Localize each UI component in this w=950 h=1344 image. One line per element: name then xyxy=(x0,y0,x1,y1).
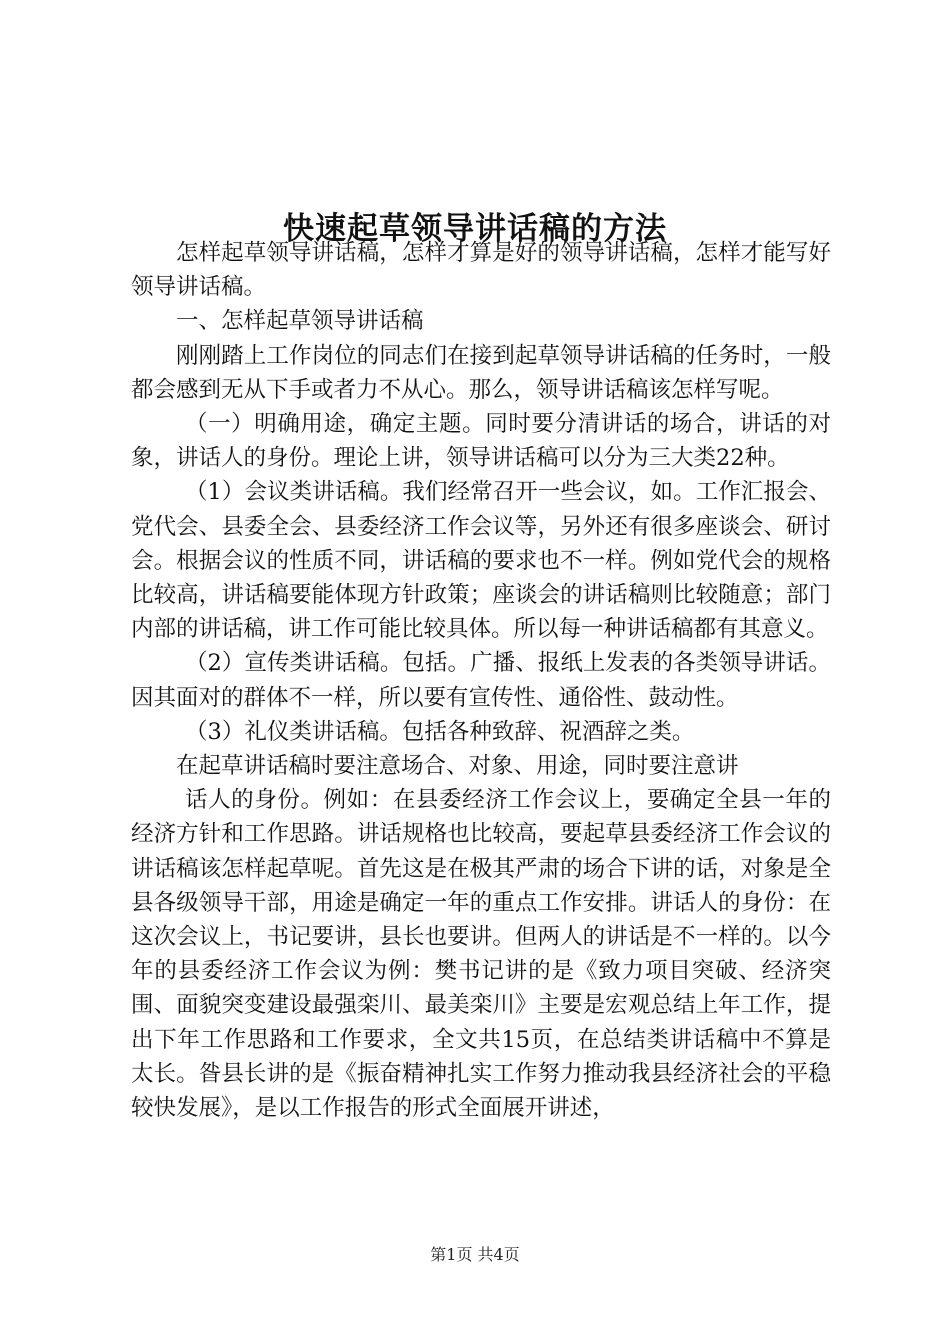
paragraph-publicity-speech: （2）宣传类讲话稿。包括。广播、报纸上发表的各类领导讲话。因其面对的群体不一样，所以要有宣传性、通俗性、鼓动性。 xyxy=(131,650,831,711)
paragraph-ceremony-speech: （3）礼仪类讲话稿。包括各种致辞、祝酒辞之类。 xyxy=(185,718,695,745)
paragraph-meeting-speech: （1）会议类讲话稿。我们经常召开一些会议，如。工作汇报会、党代会、县委全会、县委经济工作会议等，另外还有很多座谈会、研讨会。根据会议的性质不同，讲话稿的要求也不一样。例如党代会的规格比较高，讲话稿要能体现方针政策；座谈会的讲话稿则比较随意；部门内部的讲话稿，讲工作可能比较具体。所以每一种讲话稿都有其意义。 xyxy=(131,479,831,643)
paragraph-drafting-note: 在起草讲话稿时要注意场合、对象、用途，同时要注意讲 xyxy=(176,753,739,780)
paragraph-point-one: （一）明确用途，确定主题。同时要分清讲话的场合，讲话的对象，讲话人的身份。理论上讲，领导讲话稿可以分为三大类22种。 xyxy=(131,411,831,472)
document-body xyxy=(131,236,831,1125)
paragraph-intro: 怎样起草领导讲话稿，怎样才算是好的领导讲话稿，怎样才能写好领导讲话稿。 xyxy=(131,240,831,301)
document-title: 快速起草领导讲话稿的方法 xyxy=(283,210,667,247)
page-footer: 第1页 共4页 xyxy=(430,1245,520,1264)
section-heading-1: 一、怎样起草领导讲话稿 xyxy=(176,308,424,335)
paragraph-example: 话人的身份。例如：在县委经济工作会议上，要确定全县一年的经济方针和工作思路。讲话规格也比较高，要起草县委经济工作会议的讲话稿该怎样起草呢。首先这是在极其严肃的场合下讲的话，对象是全县各级领导干部，用途是确定一年的重点工作安排。讲话人的身份：在这次会议上，书记要讲，县长也要讲。但两人的讲话是不一样的。以今年的县委经济工作会议为例：樊书记讲的是《致力项目突破、经济突围、面貌突变建设最强栾川、最美栾川》主要是宏观总结上年工作，提出下年工作思路和工作要求，全文共15页，在总结类讲话稿中不算是太长。昝县长讲的是《振奋精神扎实工作努力推动我县经济社会的平稳较快发展》，是以工作报告的形式全面展开讲述， xyxy=(131,787,831,1122)
paragraph-new-staff: 刚刚踏上工作岗位的同志们在接到起草领导讲话稿的任务时，一般都会感到无从下手或者力不从心。那么，领导讲话稿该怎样写呢。 xyxy=(131,342,831,403)
